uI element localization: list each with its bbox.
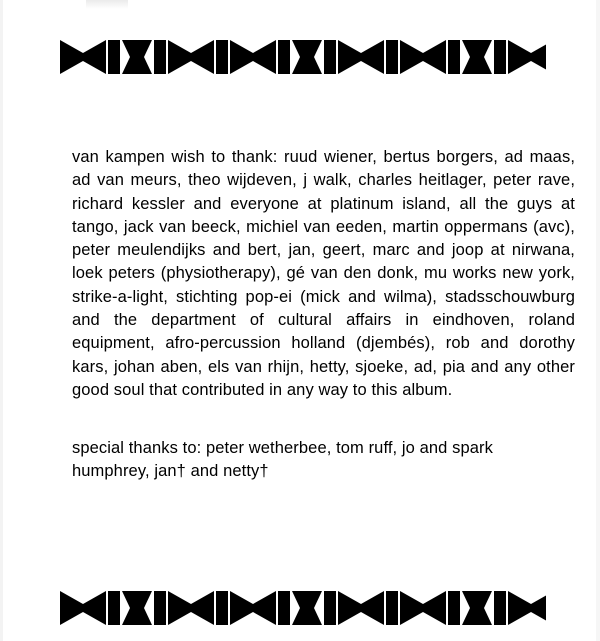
ornament-x-block — [400, 40, 446, 74]
special-thanks-paragraph: special thanks to: peter wetherbee, tom ruff, jo and spark humphrey, jan† and netty† — [72, 439, 493, 481]
ornament-x-block — [400, 591, 446, 625]
ornament-x-block — [230, 40, 276, 74]
ornament-x-block — [338, 591, 384, 625]
ornamental-border-bottom — [60, 591, 546, 625]
ornament-x-block — [60, 40, 106, 74]
ornament-diamond-block — [462, 591, 492, 625]
ornament-bar-block — [386, 40, 398, 74]
ornament-x-block — [508, 40, 546, 74]
ornament-bar-block — [154, 591, 166, 625]
ornament-x-block — [168, 591, 214, 625]
ornament-bar-block — [386, 591, 398, 625]
ornament-bar-block — [216, 40, 228, 74]
ornament-bar-block — [216, 591, 228, 625]
ornament-bar-block — [448, 40, 460, 74]
ornament-bar-block — [154, 40, 166, 74]
ornamental-border-top — [60, 40, 546, 74]
ornament-bar-block — [108, 40, 120, 74]
ornament-x-block — [230, 591, 276, 625]
ornament-diamond-block — [122, 591, 152, 625]
ornament-diamond-block — [462, 40, 492, 74]
ornament-diamond-block — [292, 40, 322, 74]
ornament-x-block — [60, 591, 106, 625]
ornament-bar-block — [278, 40, 290, 74]
ornament-bar-block — [108, 591, 120, 625]
ornament-x-block — [508, 591, 546, 625]
page-edge-right — [596, 0, 600, 641]
ornament-x-block — [338, 40, 384, 74]
ornament-diamond-block — [122, 40, 152, 74]
page-edge-left — [0, 0, 3, 641]
scan-artifact-top — [86, 0, 128, 9]
ornament-diamond-block — [292, 591, 322, 625]
ornament-x-block — [168, 40, 214, 74]
ornament-bar-block — [448, 591, 460, 625]
credits-paragraph: van kampen wish to thank: ruud wiener, bertus borgers, ad maas, ad van meurs, theo wijdeven, j walk, charles heitlager, peter rave, richard kessler and everyone at platinum island, all the guys at tango, jack van beeck, michiel van eeden, martin oppermans (avc), peter meulendijks and bert, jan, geert, marc and joop at nirwana, loek peters (physiotherapy), gé van den donk, mu works new york, strike-a-light, stichting pop-ei (mick and wilma), stadsschouwburg and the department of cultural affairs in eindhoven, roland equipment, afro-percussion holland (djembés), rob and dorothy kars, johan aben, els van rhijn, hetty, sjoeke, ad, pia and any other good soul that contributed in any way to this album. — [72, 148, 575, 399]
ornament-bar-block — [324, 591, 336, 625]
ornament-bar-block — [494, 40, 506, 74]
ornament-bar-block — [324, 40, 336, 74]
ornament-bar-block — [494, 591, 506, 625]
ornament-bar-block — [278, 591, 290, 625]
